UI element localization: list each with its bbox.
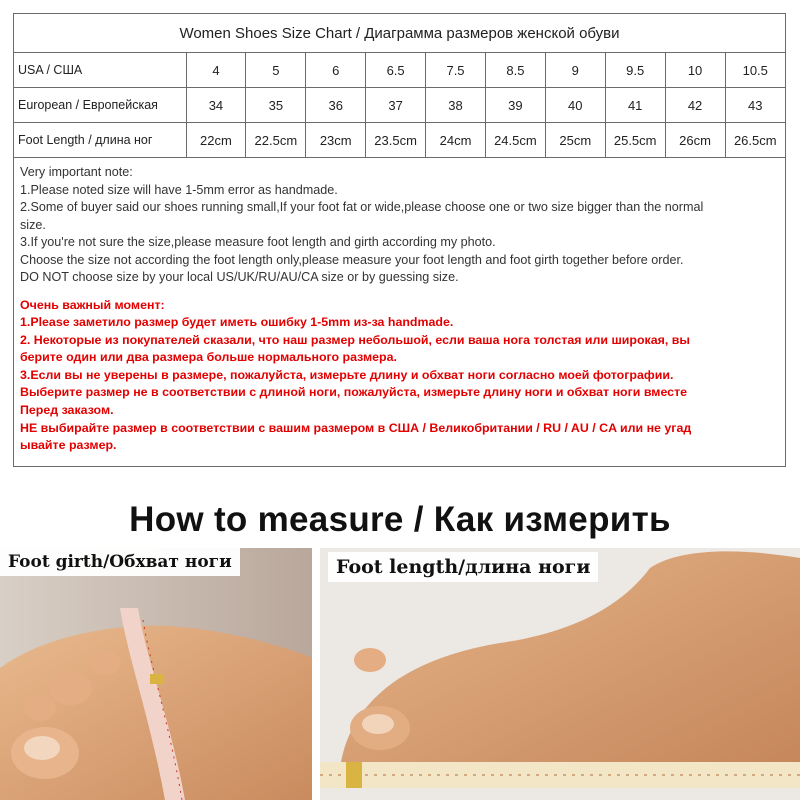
table-cell: 8.5 — [485, 53, 545, 88]
row-label: USA / США — [14, 53, 186, 88]
notes-section — [14, 158, 785, 455]
table-cell: 25.5cm — [605, 123, 665, 158]
note-line: Choose the size not according the foot length only,please measure your foot length and foot girth together before order. — [20, 252, 684, 267]
note-line: Very important note: — [20, 165, 133, 179]
table-cell: 37 — [366, 88, 426, 123]
ru-note-line: ывайте размер. — [20, 438, 117, 453]
ru-note-line: Перед заказом. — [20, 403, 114, 418]
foot-length-label: Foot length/длина ноги — [328, 552, 598, 582]
table-cell: 36 — [306, 88, 366, 123]
table-row-usa — [14, 53, 785, 88]
table-cell: 9.5 — [605, 53, 665, 88]
table-cell: 5 — [246, 53, 306, 88]
table-cell: 43 — [725, 88, 785, 123]
table-cell: 9 — [545, 53, 605, 88]
ru-note-line: 2. Некоторые из покупателей сказали, что наш размер небольшой, если ваша нога толстая или широкая, вы — [20, 332, 690, 347]
ru-note-line: Очень важный момент: — [20, 297, 165, 312]
note-line: 3.If you're not sure the size,please measure foot length and girth according my photo. — [20, 235, 496, 249]
foot-length-photo — [320, 548, 800, 800]
table-cell: 10 — [665, 53, 725, 88]
note-line: DO NOT choose size by your local US/UK/RU/AU/CA size or by guessing size. — [20, 270, 459, 284]
foot-girth-label: Foot girth/Обхват ноги — [0, 548, 240, 576]
table-cell: 10.5 — [725, 53, 785, 88]
table-cell: 40 — [545, 88, 605, 123]
table-cell: 26.5cm — [725, 123, 785, 158]
table-cell: 38 — [426, 88, 486, 123]
table-cell: 35 — [246, 88, 306, 123]
foot-length-illustration — [320, 548, 800, 800]
ru-note-line: берите один или два размера больше нормального размера. — [20, 350, 397, 365]
how-to-measure-title: How to measure / Как измерить — [129, 500, 671, 539]
table-cell: 4 — [186, 53, 246, 88]
table-cell: 7.5 — [426, 53, 486, 88]
table-cell: 24cm — [426, 123, 486, 158]
table-cell: 39 — [485, 88, 545, 123]
russian-notes — [20, 297, 779, 455]
foot-girth-illustration — [0, 548, 312, 800]
ru-note-line: 1.Please заметило размер будет иметь ошибку 1-5mm из-за handmade. — [20, 315, 454, 330]
table-cell: 42 — [665, 88, 725, 123]
table-cell: 23.5cm — [366, 123, 426, 158]
table-cell: 6 — [306, 53, 366, 88]
table-cell: 24.5cm — [485, 123, 545, 158]
ru-note-line: НЕ выбирайте размер в соответствии с вашим размером в США / Великобритании / RU / AU / CA или не угад — [20, 420, 692, 435]
table-cell: 25cm — [545, 123, 605, 158]
size-chart — [13, 13, 786, 467]
table-row-foot-length — [14, 123, 785, 158]
table-cell: 6.5 — [366, 53, 426, 88]
chart-title: Women Shoes Size Chart / Диаграмма размеров женской обуви — [14, 14, 785, 53]
table-cell: 34 — [186, 88, 246, 123]
table-cell: 23cm — [306, 123, 366, 158]
table-row-european — [14, 88, 785, 123]
row-label: European / Европейская — [14, 88, 186, 123]
table-cell: 26cm — [665, 123, 725, 158]
row-label: Foot Length / длина ног — [14, 123, 186, 158]
ru-note-line: Выберите размер не в соответствии с длиной ноги, пожалуйста, измерьте длину ноги и обхват ноги вместе — [20, 385, 688, 400]
table-cell: 22.5cm — [246, 123, 306, 158]
note-line: 1.Please noted size will have 1-5mm error as handmade. — [20, 182, 338, 197]
foot-girth-photo — [0, 548, 312, 800]
ru-note-line: 3.Если вы не уверены в размере, пожалуйста, измерьте длину и обхват ноги согласно моей фотографии. — [20, 367, 674, 382]
note-line: 2.Some of buyer said our shoes running small,If your foot fat or wide,please choose one or two size bigger than the normal — [20, 200, 704, 214]
size-table — [14, 14, 785, 158]
table-cell: 41 — [605, 88, 665, 123]
note-line: size. — [20, 217, 46, 232]
table-cell: 22cm — [186, 123, 246, 158]
